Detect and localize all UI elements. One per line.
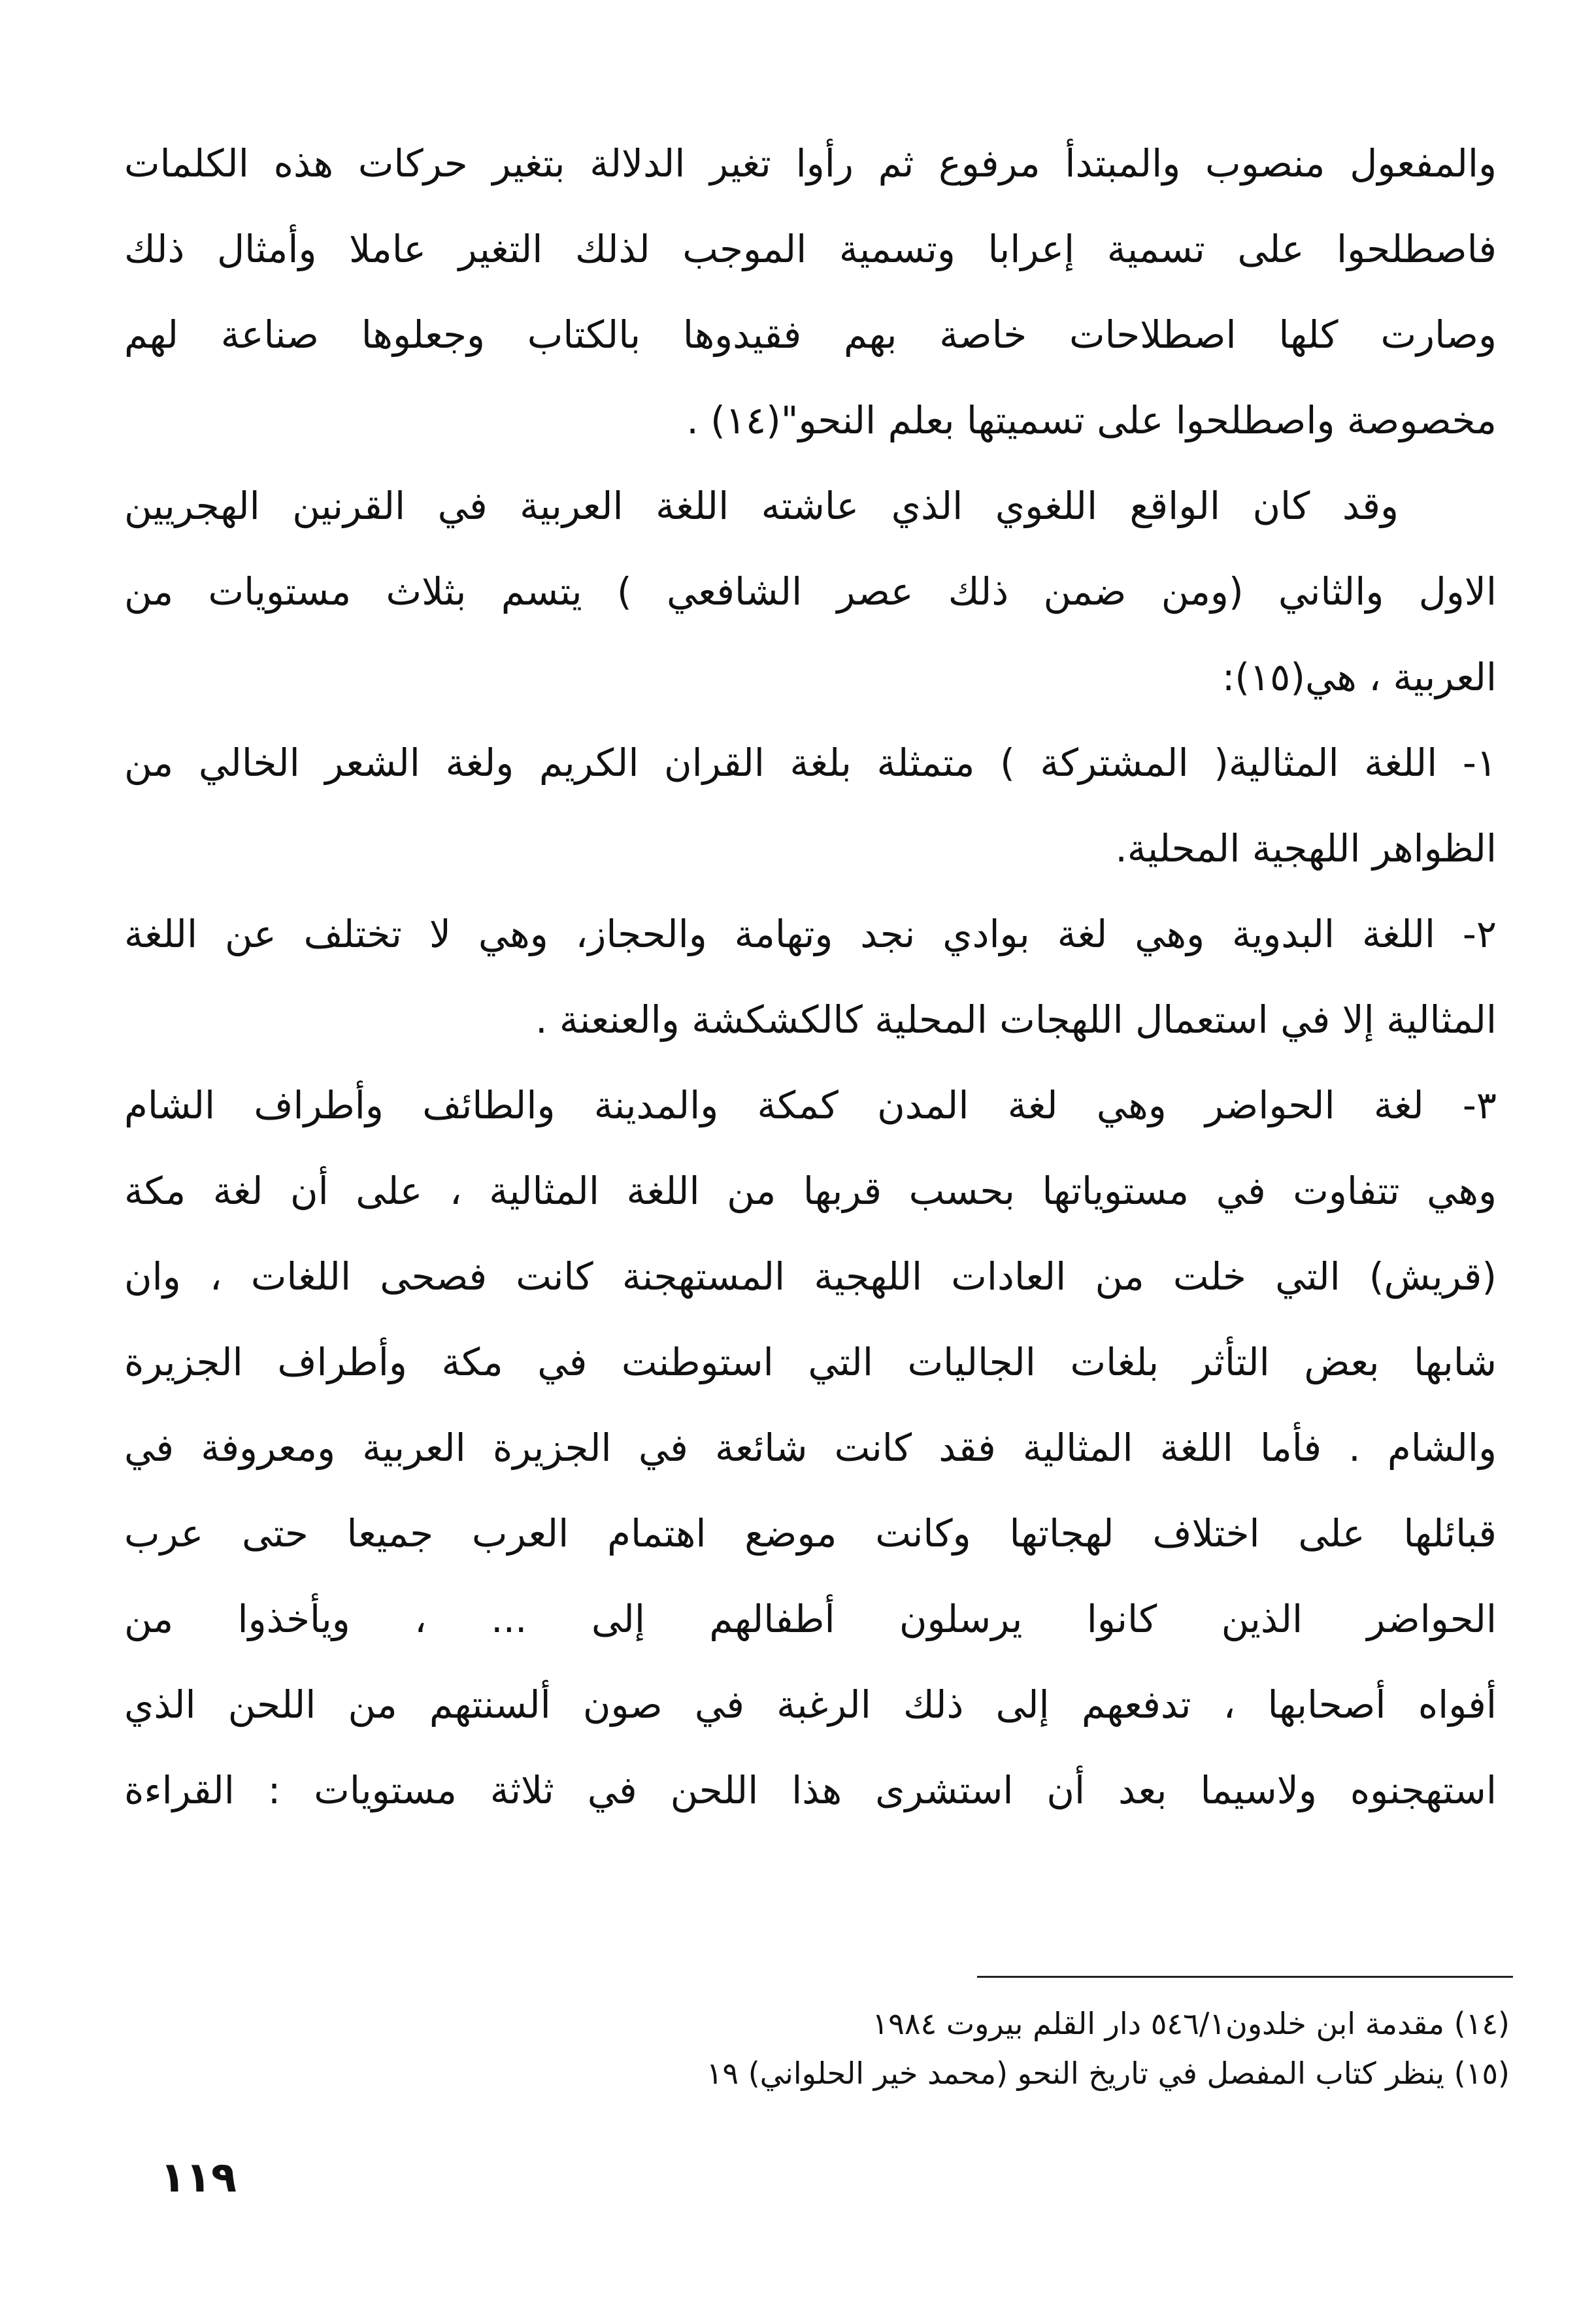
text-line: والمفعول منصوب والمبتدأ مرفوع ثم رأوا تغير الدلالة بتغير حركات هذه الكلمات [124,141,1497,186]
text-line: وصارت كلها اصطلاحات خاصة بهم فقيدوها بالكتاب وجعلوها صناعة لهم [124,312,1497,357]
list-item-3-line: قبائلها على اختلاف لهجاتها وكانت موضع اهتمام العرب جميعا حتى عرب [124,1511,1497,1556]
footnote-14: (١٤) مقدمة ابن خلدون٥٤٦/١ دار القلم بيروت ١٩٨٤ [872,2006,1510,2041]
list-item-2-line: المثالية إلا في استعمال اللهجات المحلية كالكشكشة والعنعنة . [535,997,1497,1042]
list-item-1-line: ١- اللغة المثالية( المشتركة ) متمثلة بلغة القران الكريم ولغة الشعر الخالي من [124,741,1497,785]
body-text [124,121,1497,1833]
text-line: مخصوصة واصطلحوا على تسميتها بعلم النحو"(١٤) . [686,398,1497,442]
list-item-3-line: (قريش) التي خلت من العادات اللهجية المستهجنة كانت فصحى اللغات ، وان [124,1254,1497,1299]
text-line: الاول والثاني (ومن ضمن ذلك عصر الشافعي ) يتسم بثلاث مستويات من [124,569,1497,614]
list-item-3-line: والشام . فأما اللغة المثالية فقد كانت شائعة في الجزيرة العربية ومعروفة في [124,1426,1497,1470]
list-item-3-line: أفواه أصحابها ، تدفعهم إلى ذلك الرغبة في صون ألسنتهم من اللحن الذي [124,1682,1497,1727]
page-number: ١١٩ [159,2154,237,2202]
list-item-3-line: وهي تتفاوت في مستوياتها بحسب قربها من اللغة المثالية ، على أن لغة مكة [124,1169,1497,1213]
text-line: وقد كان الواقع اللغوي الذي عاشته اللغة العربية في القرنين الهجريين [124,484,1399,528]
footnote-divider [977,1976,1513,1978]
list-item-3-line: ٣- لغة الحواضر وهي لغة المدن كمكة والمدينة والطائف وأطراف الشام [124,1083,1497,1127]
list-item-2-line: ٢- اللغة البدوية وهي لغة بوادي نجد وتهامة والحجاز، وهي لا تختلف عن اللغة [124,912,1497,956]
list-item-3-line: استهجنوه ولاسيما بعد أن استشرى هذا اللحن في ثلاثة مستويات : القراءة [124,1768,1497,1812]
footnotes [327,1999,1510,2098]
list-item-3-line: الحواضر الذين كانوا يرسلون أطفالهم إلى ... ، ويأخذوا من [124,1597,1497,1641]
list-item-3-line: شابها بعض التأثر بلغات الجاليات التي استوطنت في مكة وأطراف الجزيرة [124,1340,1497,1384]
text-line: العربية ، هي(١٥): [1222,655,1497,699]
text-line: فاصطلحوا على تسمية إعرابا وتسمية الموجب لذلك التغير عاملا وأمثال ذلك [124,227,1497,271]
list-item-1-line: الظواهر اللهجية المحلية. [1115,826,1497,871]
footnote-15: (١٥) ينظر كتاب المفصل في تاريخ النحو (محمد خير الحلواني) ١٩ [706,2056,1510,2091]
